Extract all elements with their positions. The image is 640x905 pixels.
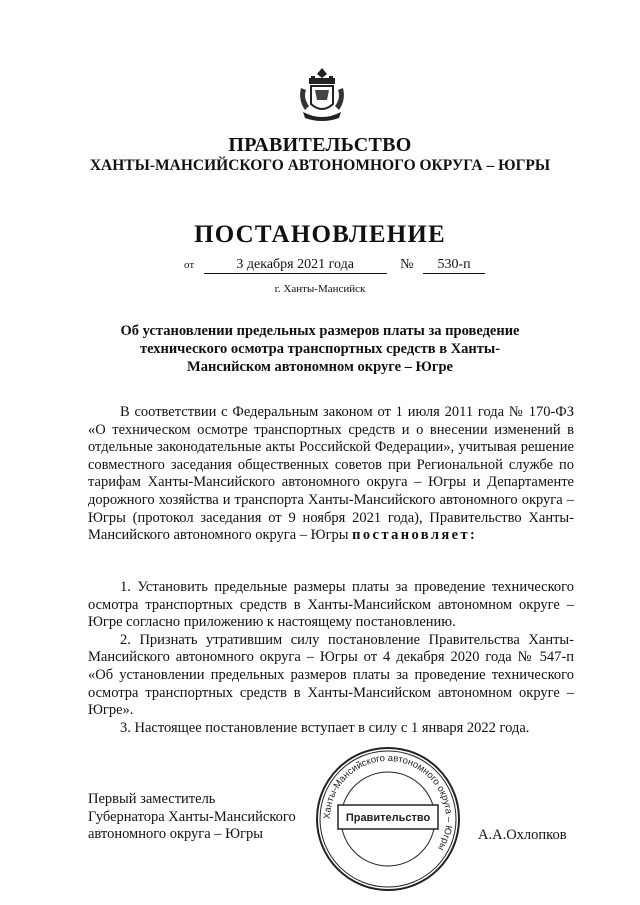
- signatory-position-line: Губернатора Ханты-Мансийского: [88, 808, 296, 825]
- stamp-outer-text: Ханты-Мансийского автономного округа – Югры: [321, 752, 455, 853]
- resolution-item-2: 2. Признать утратившим силу постановление Правительства Ханты-Мансийского автономного округа – Югры от 4 декабря 2020 года № 547-п «Об установлении предельных размеров платы за проведение технического осмотра транспортных средств в Ханты-Мансийском автономном округе – Югре».: [88, 631, 574, 719]
- resolution-title: Об установлении предельных размеров платы за проведение технического осмотра транспортных средств в Ханты-Мансийском автономном округе – Югре: [120, 323, 520, 375]
- number-label: №: [400, 257, 414, 272]
- signatory-position-line: Первый заместитель: [88, 791, 216, 807]
- resolution-items: [88, 579, 574, 737]
- signatory-name: А.А.Охлопков: [478, 827, 567, 843]
- document-number: 530-п: [423, 257, 485, 274]
- document-type-title: ПОСТАНОВЛЕНИЕ: [194, 221, 446, 248]
- stamp-center-text: Правительство: [345, 812, 431, 824]
- coat-of-arms-icon: [297, 66, 347, 124]
- document-date: 3 декабря 2021 года: [204, 257, 387, 274]
- preamble-keyword: постановляет:: [352, 527, 478, 544]
- signatory-position: [88, 791, 296, 844]
- resolution-item-3: 3. Настоящее постановление вступает в силу с 1 января 2022 года.: [120, 719, 530, 736]
- svg-text:Ханты-Мансийского автономного: [322, 753, 454, 852]
- org-name-line2: ХАНТЫ-МАНСИЙСКОГО АВТОНОМНОГО ОКРУГА – ЮГРЫ: [89, 157, 551, 174]
- date-number-line: [184, 257, 485, 274]
- from-label: от: [184, 259, 195, 271]
- preamble-paragraph: [88, 404, 574, 545]
- org-name-line1: ПРАВИТЕЛЬСТВО: [228, 134, 412, 156]
- signatory-position-line: автономного округа – Югры: [88, 826, 264, 843]
- resolution-item-1: 1. Установить предельные размеры платы за проведение технического осмотра транспортных средств в Ханты-Мансийском автономном округе – Югре согласно приложению к настоящему постановлению.: [88, 579, 574, 631]
- city-name: г. Ханты-Мансийск: [274, 283, 366, 295]
- preamble-text: В соответствии с Федеральным законом от 1 июля 2011 года № 170-ФЗ «О техническом осмотре транспортных средств и о внесении изменений в отдельные законодательные акты Российской Федерации», учитывая решение совместного заседания общественных советов при Региональной службе по тарифам Ханты-Мансийского автономного округа – Югры и Департаменте дорожного хозяйства и транспорта Ханты-Мансийского автономного округа – Югры (протокол заседания от 9 ноября 2021 года), Правительство Ханты-Мансийского автономного округа – Югры: [88, 404, 574, 544]
- official-stamp: [314, 745, 462, 893]
